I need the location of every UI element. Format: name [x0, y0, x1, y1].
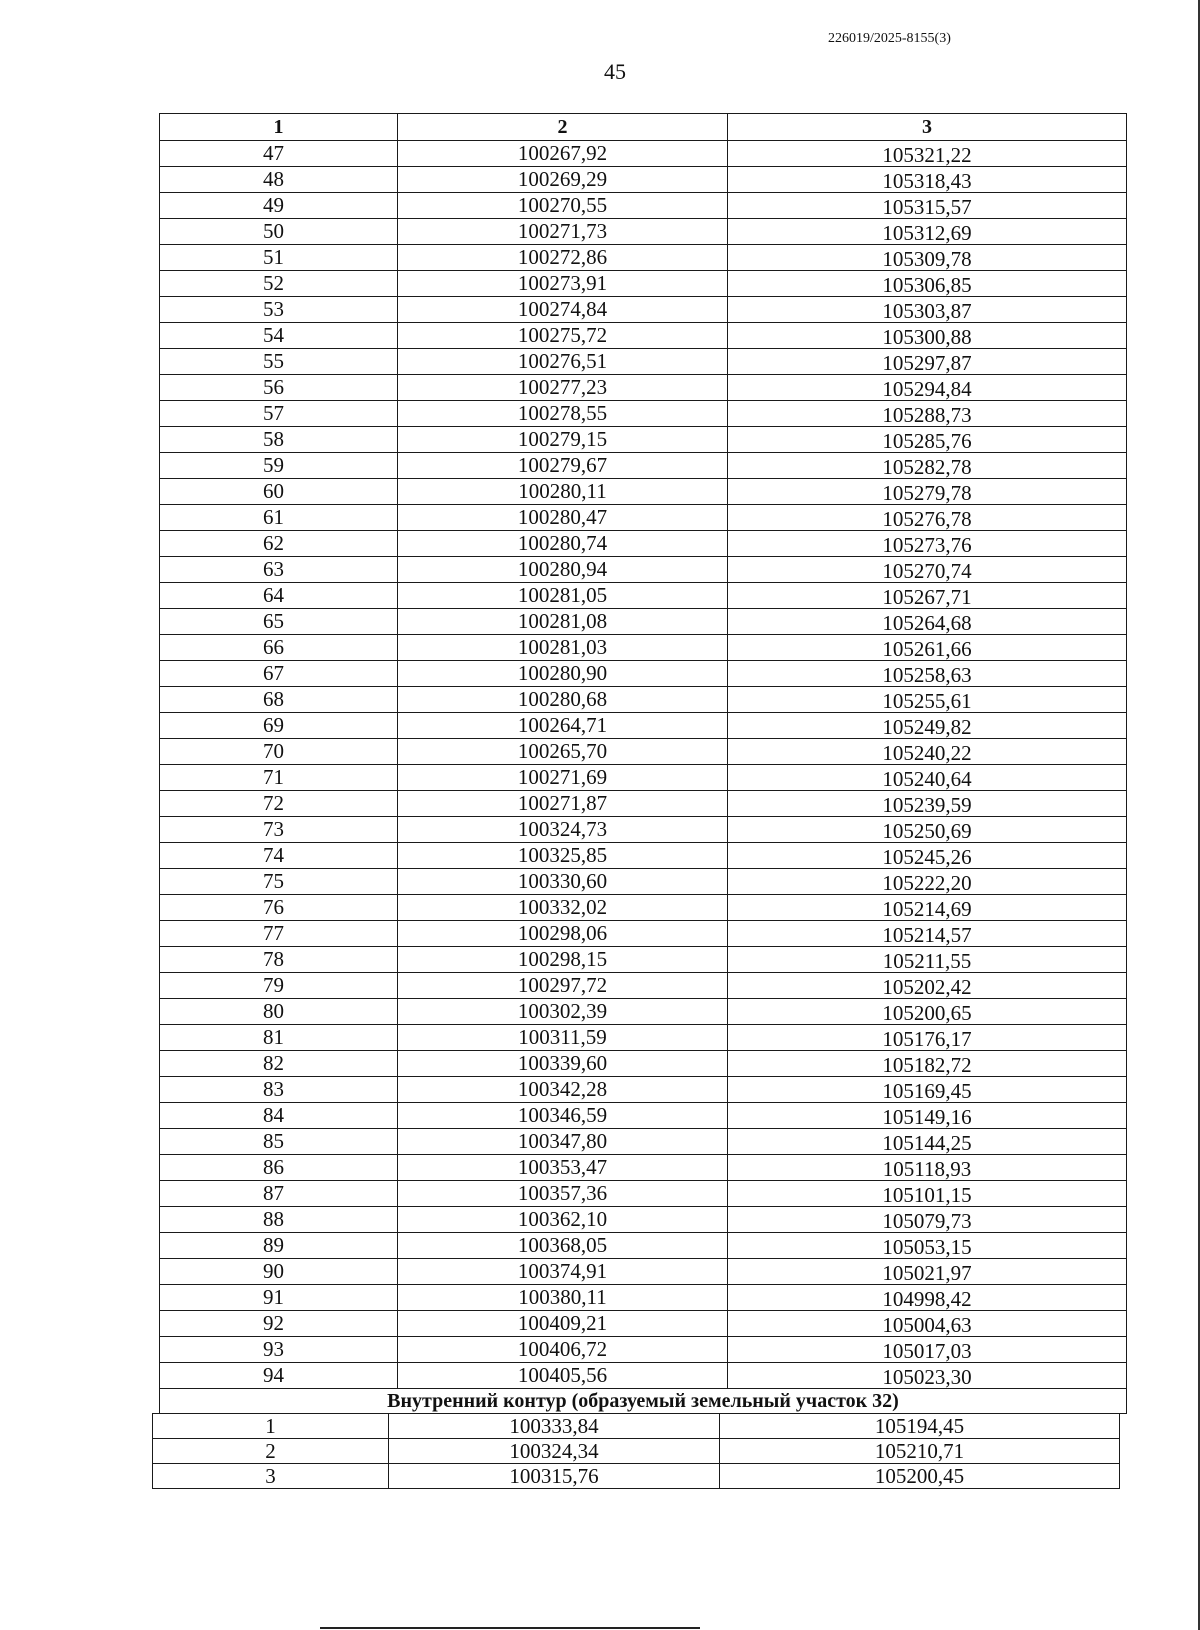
cell-coordinate-y: 105255,61: [728, 687, 1127, 713]
cell-coordinate-y: 105240,22: [728, 739, 1127, 765]
cell-coordinate-y: 105245,26: [728, 843, 1127, 869]
table-row: [153, 1414, 1120, 1439]
cell-coordinate-x: 100342,28: [398, 1077, 728, 1103]
cell-coordinate-x: 100276,51: [398, 349, 728, 375]
cell-coordinate-y: 105182,72: [728, 1051, 1127, 1077]
cell-coordinate-y: 105149,16: [728, 1103, 1127, 1129]
cell-point-number: 89: [160, 1233, 398, 1259]
table-row: [160, 1077, 1127, 1103]
cell-coordinate-x: 100297,72: [398, 973, 728, 999]
cell-point-number: 60: [160, 479, 398, 505]
cell-coordinate-y: 105294,84: [728, 375, 1127, 401]
cell-point-number: 3: [153, 1464, 389, 1489]
table-row: [153, 1464, 1120, 1489]
table-row: [160, 973, 1127, 999]
table-row: [160, 1103, 1127, 1129]
cell-point-number: 66: [160, 635, 398, 661]
cell-point-number: 90: [160, 1259, 398, 1285]
cell-coordinate-x: 100324,73: [398, 817, 728, 843]
table-row: [160, 505, 1127, 531]
cell-point-number: 53: [160, 297, 398, 323]
cell-coordinate-x: 100357,36: [398, 1181, 728, 1207]
table-row: [160, 531, 1127, 557]
cell-coordinate-y: 105315,57: [728, 193, 1127, 219]
cell-coordinate-x: 100362,10: [398, 1207, 728, 1233]
cell-coordinate-y: 105300,88: [728, 323, 1127, 349]
cell-coordinate-x: 100281,08: [398, 609, 728, 635]
cell-point-number: 57: [160, 401, 398, 427]
cell-coordinate-y: 104998,42: [728, 1285, 1127, 1311]
table-row: [160, 895, 1127, 921]
cell-point-number: 50: [160, 219, 398, 245]
cell-coordinate-x: 100272,86: [398, 245, 728, 271]
cell-coordinate-x: 100264,71: [398, 713, 728, 739]
cell-coordinate-x: 100330,60: [398, 869, 728, 895]
cell-coordinate-x: 100315,76: [389, 1464, 720, 1489]
cell-coordinate-x: 100281,03: [398, 635, 728, 661]
table-header-row: [160, 114, 1127, 141]
table-row: [160, 1311, 1127, 1337]
table-row: [160, 1155, 1127, 1181]
cell-coordinate-y: 105210,71: [720, 1439, 1120, 1464]
table-row: [160, 349, 1127, 375]
cell-point-number: 78: [160, 947, 398, 973]
table-row: [160, 141, 1127, 167]
cell-coordinate-x: 100280,74: [398, 531, 728, 557]
table-row: [160, 661, 1127, 687]
cell-coordinate-x: 100279,67: [398, 453, 728, 479]
cell-coordinate-x: 100280,47: [398, 505, 728, 531]
table-row: [160, 479, 1127, 505]
table-row: [160, 375, 1127, 401]
cell-point-number: 91: [160, 1285, 398, 1311]
cell-point-number: 74: [160, 843, 398, 869]
cell-coordinate-y: 105250,69: [728, 817, 1127, 843]
cell-coordinate-y: 105101,15: [728, 1181, 1127, 1207]
cell-coordinate-y: 105222,20: [728, 869, 1127, 895]
table-row: [160, 999, 1127, 1025]
cell-coordinate-x: 100302,39: [398, 999, 728, 1025]
table-row: [160, 453, 1127, 479]
cell-coordinate-y: 105318,43: [728, 167, 1127, 193]
column-header-point: 1: [160, 114, 398, 141]
table-row: [160, 765, 1127, 791]
cell-point-number: 2: [153, 1439, 389, 1464]
table-row: [160, 245, 1127, 271]
cell-point-number: 81: [160, 1025, 398, 1051]
cell-coordinate-y: 105194,45: [720, 1414, 1120, 1439]
table-row: [160, 1025, 1127, 1051]
cell-coordinate-y: 105200,65: [728, 999, 1127, 1025]
cell-point-number: 62: [160, 531, 398, 557]
table-row: [160, 193, 1127, 219]
cell-coordinate-x: 100347,80: [398, 1129, 728, 1155]
table-row: [160, 1129, 1127, 1155]
cell-coordinate-y: 105023,30: [728, 1363, 1127, 1389]
cell-coordinate-y: 105249,82: [728, 713, 1127, 739]
cell-coordinate-y: 105306,85: [728, 271, 1127, 297]
table-row: [160, 583, 1127, 609]
table-row: [160, 843, 1127, 869]
cell-point-number: 80: [160, 999, 398, 1025]
table-row: [160, 427, 1127, 453]
cell-point-number: 51: [160, 245, 398, 271]
cell-point-number: 56: [160, 375, 398, 401]
cell-coordinate-y: 105264,68: [728, 609, 1127, 635]
cell-coordinate-y: 105321,22: [728, 141, 1127, 167]
cell-coordinate-y: 105017,03: [728, 1337, 1127, 1363]
table-row: [160, 921, 1127, 947]
cell-coordinate-x: 100332,02: [398, 895, 728, 921]
table-row: [160, 219, 1127, 245]
cell-coordinate-x: 100265,70: [398, 739, 728, 765]
cell-point-number: 67: [160, 661, 398, 687]
cell-coordinate-x: 100368,05: [398, 1233, 728, 1259]
column-header-x: 2: [398, 114, 728, 141]
cell-coordinate-x: 100280,90: [398, 661, 728, 687]
cell-coordinate-y: 105021,97: [728, 1259, 1127, 1285]
table-row: [160, 817, 1127, 843]
cell-coordinate-y: 105267,71: [728, 583, 1127, 609]
table-row: [160, 869, 1127, 895]
table-row: [153, 1439, 1120, 1464]
cell-coordinate-y: 105202,42: [728, 973, 1127, 999]
cell-point-number: 87: [160, 1181, 398, 1207]
cell-coordinate-y: 105079,73: [728, 1207, 1127, 1233]
column-header-y: 3: [728, 114, 1127, 141]
cell-coordinate-x: 100274,84: [398, 297, 728, 323]
inner-contour-body: [153, 1414, 1120, 1489]
table-row: [160, 713, 1127, 739]
cell-coordinate-y: 105214,69: [728, 895, 1127, 921]
cell-coordinate-x: 100409,21: [398, 1311, 728, 1337]
cell-coordinate-x: 100278,55: [398, 401, 728, 427]
cell-point-number: 76: [160, 895, 398, 921]
cell-coordinate-x: 100267,92: [398, 141, 728, 167]
cell-coordinate-y: 105214,57: [728, 921, 1127, 947]
cell-coordinate-x: 100271,69: [398, 765, 728, 791]
cell-coordinate-y: 105258,63: [728, 661, 1127, 687]
cell-coordinate-x: 100275,72: [398, 323, 728, 349]
cell-point-number: 58: [160, 427, 398, 453]
table-row: [160, 167, 1127, 193]
cell-point-number: 63: [160, 557, 398, 583]
cell-point-number: 85: [160, 1129, 398, 1155]
section-title: Внутренний контур (образуемый земельный участок 32): [160, 1389, 1127, 1414]
cell-coordinate-x: 100279,15: [398, 427, 728, 453]
coordinates-table: [159, 113, 1127, 1414]
cell-coordinate-y: 105118,93: [728, 1155, 1127, 1181]
cell-coordinate-x: 100298,06: [398, 921, 728, 947]
page-number: 45: [604, 59, 626, 84]
table-row: [160, 323, 1127, 349]
cell-point-number: 1: [153, 1414, 389, 1439]
cell-point-number: 69: [160, 713, 398, 739]
cell-coordinate-y: 105200,45: [720, 1464, 1120, 1489]
cell-point-number: 88: [160, 1207, 398, 1233]
cell-coordinate-x: 100325,85: [398, 843, 728, 869]
table-row: [160, 271, 1127, 297]
cell-coordinate-x: 100339,60: [398, 1051, 728, 1077]
cell-coordinate-y: 105144,25: [728, 1129, 1127, 1155]
table-row: [160, 1259, 1127, 1285]
cell-coordinate-y: 105276,78: [728, 505, 1127, 531]
table-row: [160, 297, 1127, 323]
cell-coordinate-y: 105211,55: [728, 947, 1127, 973]
cell-coordinate-y: 105282,78: [728, 453, 1127, 479]
cell-coordinate-x: 100280,94: [398, 557, 728, 583]
table-row: [160, 687, 1127, 713]
cell-coordinate-x: 100298,15: [398, 947, 728, 973]
table-row: [160, 1363, 1127, 1389]
table-row: [160, 1181, 1127, 1207]
cell-point-number: 73: [160, 817, 398, 843]
cell-coordinate-x: 100277,23: [398, 375, 728, 401]
scan-edge-line: [320, 1627, 700, 1629]
cell-coordinate-y: 105270,74: [728, 557, 1127, 583]
section-title-row: [160, 1389, 1127, 1414]
cell-point-number: 84: [160, 1103, 398, 1129]
cell-coordinate-y: 105261,66: [728, 635, 1127, 661]
table-row: [160, 635, 1127, 661]
cell-coordinate-x: 100374,91: [398, 1259, 728, 1285]
cell-point-number: 93: [160, 1337, 398, 1363]
cell-coordinate-x: 100324,34: [389, 1439, 720, 1464]
cell-coordinate-y: 105273,76: [728, 531, 1127, 557]
cell-point-number: 65: [160, 609, 398, 635]
table-row: [160, 947, 1127, 973]
cell-point-number: 54: [160, 323, 398, 349]
cell-point-number: 64: [160, 583, 398, 609]
document-number: 226019/2025-8155(3): [828, 31, 951, 46]
cell-point-number: 92: [160, 1311, 398, 1337]
cell-point-number: 75: [160, 869, 398, 895]
cell-coordinate-x: 100270,55: [398, 193, 728, 219]
cell-coordinate-y: 105169,45: [728, 1077, 1127, 1103]
table-body: [160, 141, 1127, 1414]
cell-coordinate-y: 105053,15: [728, 1233, 1127, 1259]
cell-coordinate-x: 100280,11: [398, 479, 728, 505]
cell-coordinate-y: 105312,69: [728, 219, 1127, 245]
cell-coordinate-y: 105176,17: [728, 1025, 1127, 1051]
cell-coordinate-y: 105288,73: [728, 401, 1127, 427]
cell-coordinate-y: 105004,63: [728, 1311, 1127, 1337]
table-row: [160, 1285, 1127, 1311]
table-row: [160, 1051, 1127, 1077]
cell-point-number: 49: [160, 193, 398, 219]
cell-point-number: 68: [160, 687, 398, 713]
cell-coordinate-y: 105240,64: [728, 765, 1127, 791]
cell-point-number: 83: [160, 1077, 398, 1103]
table-row: [160, 1207, 1127, 1233]
table-row: [160, 557, 1127, 583]
cell-point-number: 55: [160, 349, 398, 375]
cell-coordinate-y: 105303,87: [728, 297, 1127, 323]
cell-coordinate-y: 105309,78: [728, 245, 1127, 271]
cell-coordinate-x: 100346,59: [398, 1103, 728, 1129]
cell-point-number: 70: [160, 739, 398, 765]
cell-coordinate-x: 100311,59: [398, 1025, 728, 1051]
cell-coordinate-x: 100406,72: [398, 1337, 728, 1363]
cell-point-number: 47: [160, 141, 398, 167]
cell-coordinate-y: 105239,59: [728, 791, 1127, 817]
cell-coordinate-x: 100273,91: [398, 271, 728, 297]
cell-coordinate-y: 105279,78: [728, 479, 1127, 505]
cell-point-number: 71: [160, 765, 398, 791]
cell-coordinate-x: 100405,56: [398, 1363, 728, 1389]
cell-coordinate-x: 100269,29: [398, 167, 728, 193]
cell-point-number: 61: [160, 505, 398, 531]
cell-coordinate-x: 100333,84: [389, 1414, 720, 1439]
cell-point-number: 59: [160, 453, 398, 479]
cell-point-number: 86: [160, 1155, 398, 1181]
cell-coordinate-x: 100281,05: [398, 583, 728, 609]
cell-coordinate-y: 105297,87: [728, 349, 1127, 375]
cell-coordinate-x: 100271,87: [398, 791, 728, 817]
cell-point-number: 77: [160, 921, 398, 947]
cell-coordinate-x: 100271,73: [398, 219, 728, 245]
cell-point-number: 52: [160, 271, 398, 297]
cell-point-number: 82: [160, 1051, 398, 1077]
cell-point-number: 94: [160, 1363, 398, 1389]
cell-point-number: 48: [160, 167, 398, 193]
table-row: [160, 609, 1127, 635]
cell-point-number: 72: [160, 791, 398, 817]
table-row: [160, 401, 1127, 427]
cell-coordinate-y: 105285,76: [728, 427, 1127, 453]
cell-coordinate-x: 100380,11: [398, 1285, 728, 1311]
table-row: [160, 1233, 1127, 1259]
cell-point-number: 79: [160, 973, 398, 999]
inner-contour-table: [152, 1413, 1120, 1489]
table-row: [160, 739, 1127, 765]
cell-coordinate-x: 100280,68: [398, 687, 728, 713]
table-row: [160, 791, 1127, 817]
table-row: [160, 1337, 1127, 1363]
cell-coordinate-x: 100353,47: [398, 1155, 728, 1181]
